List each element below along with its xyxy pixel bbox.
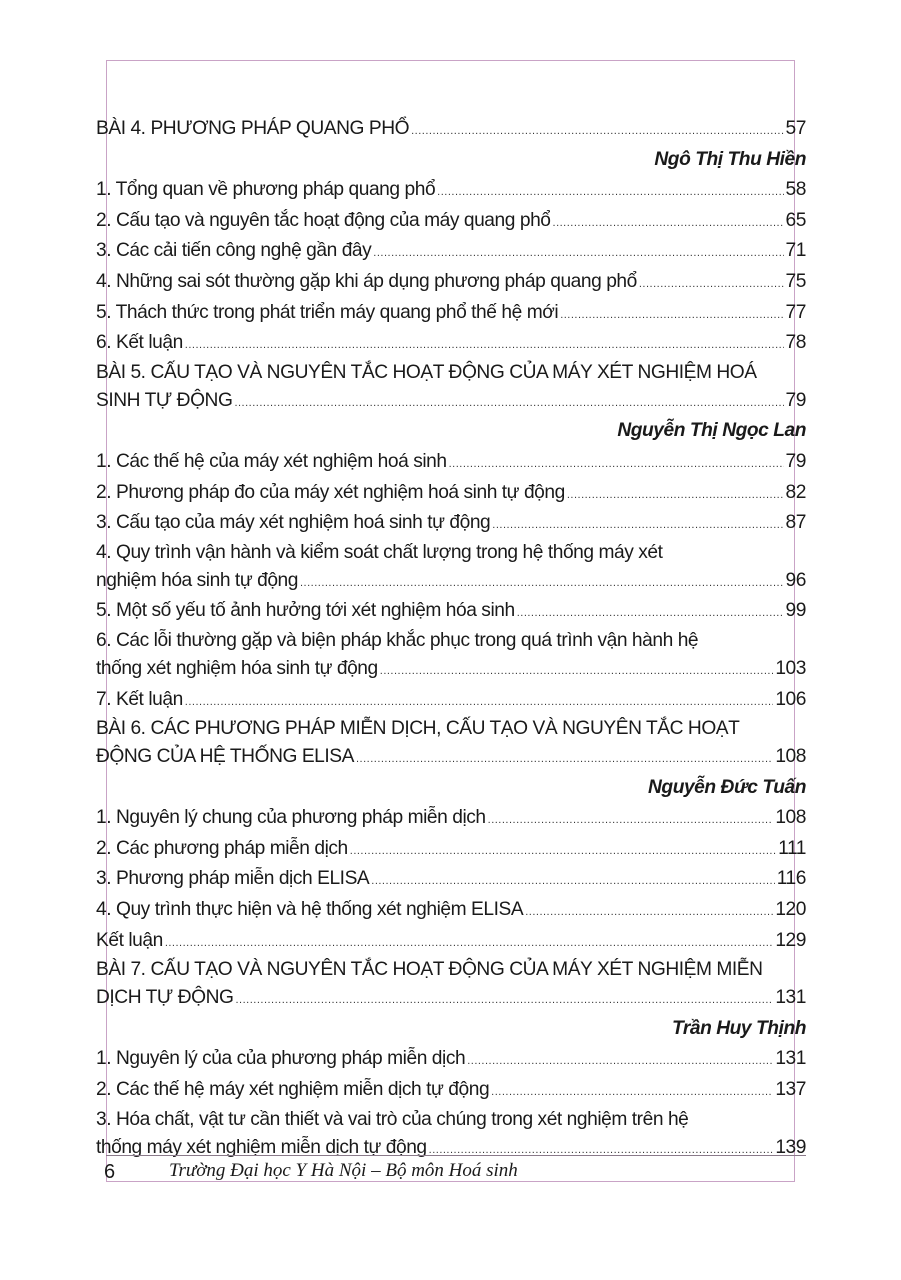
entry-title: thống xét nghiệm hóa sinh tự động: [96, 657, 378, 679]
dot-leader: [467, 1046, 773, 1077]
entry-title: 7. Kết luận: [96, 688, 183, 710]
dot-leader: [517, 598, 784, 629]
entry-title: 1. Nguyên lý chung của phương pháp miễn dịch: [96, 807, 486, 829]
entry-page-number: 129: [775, 929, 806, 951]
dot-leader: [488, 805, 774, 836]
toc-item-link[interactable]: [96, 596, 806, 627]
chapter-author: Nguyễn Thị Ngọc Lan: [617, 420, 806, 442]
entry-title: ĐỘNG CỦA HỆ THỐNG ELISA: [96, 746, 354, 768]
entry-title: 1. Tổng quan về phương pháp quang phổ: [96, 179, 436, 201]
entry-text-line1: BÀI 7. CẤU TẠO VÀ NGUYÊN TẮC HOẠT ĐỘNG CỦA MÁY XÉT NGHIỆM MIỄN: [96, 959, 763, 981]
entry-page-number: 58: [785, 179, 806, 201]
dot-leader: [639, 269, 784, 300]
entry-title: nghiệm hóa sinh tự động: [96, 569, 298, 591]
chapter-heading-link[interactable]: [96, 114, 806, 145]
entry-page-number: 71: [785, 240, 806, 262]
entry-title: 2. Các thế hệ máy xét nghiệm miễn dịch tự động: [96, 1079, 490, 1101]
entry-page-number: 131: [775, 987, 806, 1009]
entry-page-number: 82: [785, 481, 806, 503]
toc-item-link[interactable]: [96, 895, 806, 926]
entry-page-number: 137: [775, 1079, 806, 1101]
entry-title: 1. Nguyên lý của của phương pháp miễn dịch: [96, 1048, 466, 1070]
entry-page-number: 108: [775, 746, 806, 768]
entry-title: 5. Thách thức trong phát triển máy quang phổ thế hệ mới: [96, 301, 559, 323]
toc-item-link[interactable]: [96, 926, 806, 957]
entry-line: [96, 206, 806, 237]
entry-line: [96, 1044, 806, 1075]
toc-item-link[interactable]: [96, 1044, 806, 1075]
entry-page-number: 99: [785, 600, 806, 622]
toc-item-link[interactable]: [96, 627, 806, 685]
entry-line: [96, 298, 806, 329]
entry-line: [96, 1075, 806, 1106]
entry-page-number: 75: [785, 270, 806, 292]
entry-line: [96, 267, 806, 298]
entry-line: [96, 834, 806, 865]
entry-text-line1: 4. Quy trình vận hành và kiểm soát chất lượng trong hệ thống máy xét: [96, 541, 663, 563]
toc-item-link[interactable]: [96, 267, 806, 298]
entry-page-number: 103: [775, 657, 806, 679]
entry-title: 3. Phương pháp miễn dịch ELISA: [96, 868, 370, 890]
toc-section: [96, 715, 806, 956]
dot-leader: [437, 177, 783, 208]
entry-page-number: 57: [785, 118, 806, 139]
dot-leader: [560, 300, 783, 331]
entry-line: [96, 926, 806, 957]
toc-section: [96, 114, 806, 359]
entry-line: [96, 114, 806, 145]
entry-line: [96, 328, 806, 359]
entry-text-line1: BÀI 6. CÁC PHƯƠNG PHÁP MIỄN DỊCH, CẤU TẠO VÀ NGUYÊN TẮC HOẠT: [96, 718, 740, 740]
entry-page-number: 131: [775, 1048, 806, 1070]
dot-leader: [234, 388, 783, 419]
entry-line: [96, 1133, 806, 1164]
chapter-heading-link[interactable]: [96, 715, 806, 773]
entry-title: 4. Quy trình thực hiện và hệ thống xét nghiệm ELISA: [96, 899, 524, 921]
entry-title: Kết luận: [96, 929, 163, 951]
toc-item-link[interactable]: [96, 298, 806, 329]
entry-title: 5. Một số yếu tố ảnh hưởng tới xét nghiệm hóa sinh: [96, 600, 515, 622]
entry-page-number: 108: [775, 807, 806, 829]
dot-leader: [553, 208, 784, 239]
toc-section: [96, 359, 806, 715]
entry-title: SINH TỰ ĐỘNG: [96, 389, 233, 411]
entry-line: [96, 175, 806, 206]
entry-page-number: 77: [785, 301, 806, 323]
entry-title: 6. Kết luận: [96, 332, 183, 354]
footer-text: Trường Đại học Y Hà Nội – Bộ môn Hoá sinh: [169, 1160, 518, 1181]
dot-leader: [449, 449, 784, 480]
toc-item-link[interactable]: [96, 864, 806, 895]
entry-title: thống máy xét nghiệm miễn dịch tự động: [96, 1136, 427, 1158]
entry-text-line1: 6. Các lỗi thường gặp và biện pháp khắc phục trong quá trình vận hành hệ: [96, 629, 699, 651]
toc-item-link[interactable]: [96, 236, 806, 267]
dot-leader: [525, 897, 773, 928]
entry-text-line1: 3. Hóa chất, vật tư cần thiết và vai trò của chúng trong xét nghiệm trên hệ: [96, 1108, 689, 1130]
toc-item-link[interactable]: [96, 685, 806, 716]
toc-item-link[interactable]: [96, 447, 806, 478]
chapter-author: Ngô Thị Thu Hiền: [654, 148, 806, 170]
entry-page-number: 96: [785, 569, 806, 591]
entry-line: [96, 803, 806, 834]
entry-page-number: 111: [778, 837, 806, 859]
entry-line: [96, 236, 806, 267]
entry-line: [96, 386, 806, 417]
entry-page-number: 106: [775, 688, 806, 710]
footer-divider: [106, 1155, 806, 1156]
entry-title: 3. Cấu tạo của máy xét nghiệm hoá sinh tự động: [96, 512, 491, 534]
entry-line: [96, 742, 806, 773]
entry-title: 2. Cấu tạo và nguyên tắc hoạt động của máy quang phổ: [96, 209, 551, 231]
dot-leader: [411, 116, 783, 147]
entry-page-number: 139: [775, 1136, 806, 1158]
dot-leader: [185, 687, 774, 718]
entry-line: [96, 864, 806, 895]
entry-page-number: 120: [775, 899, 806, 921]
dot-leader: [300, 568, 784, 599]
toc-item-link[interactable]: [96, 328, 806, 359]
entry-line: [96, 895, 806, 926]
entry-page-number: 79: [785, 450, 806, 472]
footer-page-number: 6: [104, 1161, 116, 1183]
chapter-author: Trần Huy Thịnh: [671, 1017, 806, 1039]
toc-item-link[interactable]: [96, 1075, 806, 1106]
entry-title: 3. Các cải tiến công nghệ gần đây: [96, 240, 372, 262]
chapter-heading-link[interactable]: [96, 956, 806, 1014]
entry-page-number: 87: [785, 512, 806, 534]
table-of-contents: [96, 114, 806, 1163]
toc-item-link[interactable]: [96, 175, 806, 206]
dot-leader: [350, 836, 776, 867]
toc-item-link[interactable]: [96, 206, 806, 237]
entry-title: BÀI 4. PHƯƠNG PHÁP QUANG PHỔ: [96, 118, 410, 139]
entry-line: [96, 447, 806, 478]
dot-leader: [356, 744, 773, 775]
chapter-author: Nguyễn Đức Tuấn: [648, 776, 806, 798]
entry-line: [96, 983, 806, 1014]
entry-text-line1: BÀI 5. CẤU TẠO VÀ NGUYÊN TẮC HOẠT ĐỘNG CỦA MÁY XÉT NGHIỆM HOÁ: [96, 361, 757, 383]
dot-leader: [380, 656, 774, 687]
dot-leader: [492, 510, 783, 541]
dot-leader: [165, 928, 774, 959]
dot-leader: [373, 238, 783, 269]
chapter-heading-link[interactable]: [96, 359, 806, 417]
dot-leader: [236, 985, 774, 1016]
toc-section: [96, 956, 806, 1163]
dot-leader: [185, 330, 784, 361]
entry-title: 4. Những sai sót thường gặp khi áp dụng phương pháp quang phổ: [96, 270, 637, 292]
dot-leader: [371, 866, 774, 897]
toc-item-link[interactable]: [96, 834, 806, 865]
entry-line: [96, 478, 806, 509]
entry-line: [96, 566, 806, 597]
entry-title: 2. Phương pháp đo của máy xét nghiệm hoá sinh tự động: [96, 481, 565, 503]
entry-page-number: 65: [785, 209, 806, 231]
entry-line: [96, 508, 806, 539]
entry-line: [96, 596, 806, 627]
entry-title: 1. Các thế hệ của máy xét nghiệm hoá sinh: [96, 450, 447, 472]
entry-line: [96, 685, 806, 716]
entry-line: [96, 654, 806, 685]
entry-title: 2. Các phương pháp miễn dịch: [96, 837, 348, 859]
toc-item-link[interactable]: [96, 478, 806, 509]
dot-leader: [567, 480, 784, 511]
toc-item-link[interactable]: [96, 508, 806, 539]
entry-page-number: 78: [785, 332, 806, 354]
toc-item-link[interactable]: [96, 803, 806, 834]
entry-page-number: 79: [785, 389, 806, 411]
toc-item-link[interactable]: [96, 539, 806, 597]
dot-leader: [491, 1077, 773, 1108]
entry-title: DỊCH TỰ ĐỘNG: [96, 987, 234, 1009]
entry-page-number: 116: [776, 868, 806, 890]
